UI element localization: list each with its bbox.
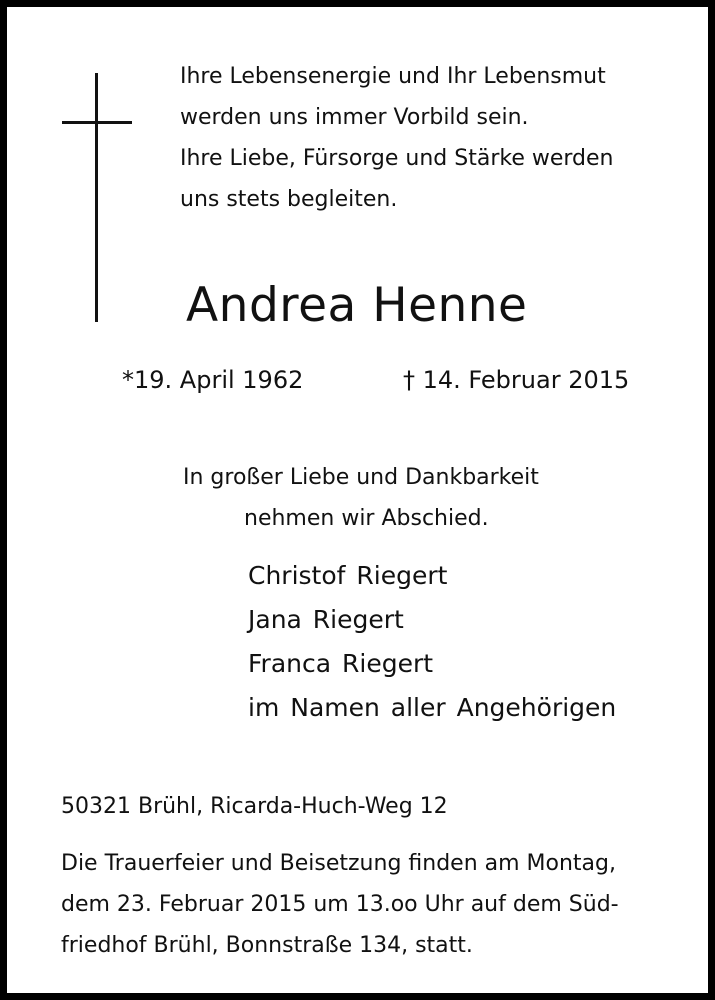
mourner-name: Christof Riegert bbox=[248, 561, 448, 590]
cross-icon-bar bbox=[62, 121, 132, 124]
deceased-name: Andrea Henne bbox=[186, 278, 528, 333]
farewell-line: In großer Liebe und Dankbarkeit bbox=[183, 465, 539, 490]
mourners-note: im Namen aller Angehörigen bbox=[248, 693, 617, 722]
death-date: † 14. Februar 2015 bbox=[403, 366, 630, 394]
farewell-line: nehmen wir Abschied. bbox=[244, 506, 489, 531]
funeral-info-line: Die Trauerfeier und Beisetzung finden am Montag, bbox=[61, 851, 616, 876]
verse-line: uns stets begleiten. bbox=[180, 187, 398, 212]
verse-line: werden uns immer Vorbild sein. bbox=[180, 105, 529, 130]
verse-line: Ihre Liebe, Fürsorge und Stärke werden bbox=[180, 146, 614, 171]
birth-date: *19. April 1962 bbox=[122, 366, 304, 394]
mourner-name: Jana Riegert bbox=[248, 605, 404, 634]
funeral-info-line: dem 23. Februar 2015 um 13.oo Uhr auf dem Süd- bbox=[61, 892, 619, 917]
mourner-name: Franca Riegert bbox=[248, 649, 434, 678]
funeral-info-line: friedhof Brühl, Bonnstraße 134, statt. bbox=[61, 933, 473, 958]
family-address: 50321 Brühl, Ricarda-Huch-Weg 12 bbox=[61, 794, 448, 819]
verse-line: Ihre Lebensenergie und Ihr Lebensmut bbox=[180, 64, 606, 89]
cross-icon bbox=[95, 73, 98, 322]
